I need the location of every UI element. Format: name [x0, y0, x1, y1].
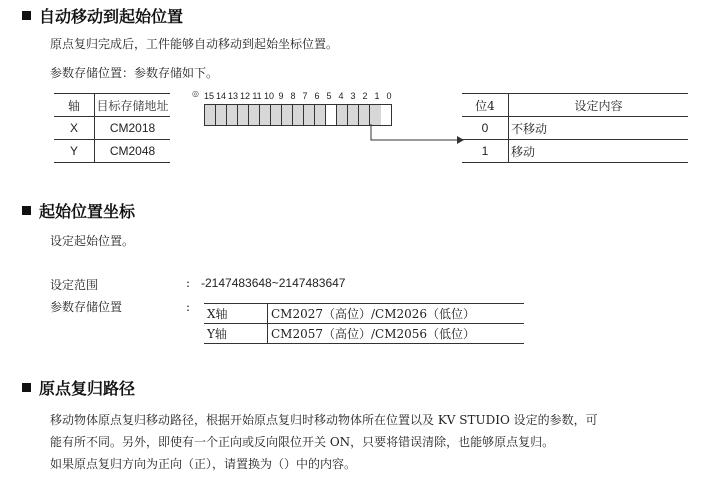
heading-bullet-icon	[22, 383, 31, 392]
table-row	[462, 117, 688, 140]
bit-cell	[315, 105, 326, 125]
table-cell: CM2018	[109, 121, 156, 135]
table-row	[204, 324, 524, 344]
table-cell: CM2048	[109, 144, 156, 158]
bit-number: 11	[252, 91, 262, 101]
address-table	[54, 93, 170, 163]
paragraph: 参数存储位置：参数存储如下。	[50, 66, 219, 80]
paragraph: 如果原点复归方向为正向（正），请置换为（）中的内容。	[50, 457, 357, 471]
bit-setting-table	[462, 93, 688, 163]
table-cell: Y轴	[204, 324, 268, 344]
table-header: 位4	[462, 94, 509, 117]
bit-marker-icon: ◎	[192, 89, 199, 98]
table-cell: Y	[54, 140, 95, 163]
colon: :	[186, 276, 191, 290]
bit-number: 12	[239, 91, 250, 101]
table-header: 目标存储地址	[96, 98, 169, 113]
bit-number: 8	[290, 91, 296, 101]
bit-number: 9	[278, 91, 284, 101]
bit-number: 4	[338, 91, 344, 101]
bit-cell	[337, 105, 348, 125]
bit-cell	[238, 105, 249, 125]
paragraph: 设定起始位置。	[50, 234, 135, 248]
table-cell: X	[54, 117, 95, 140]
range-value: -2147483648~2147483647	[201, 276, 346, 290]
bit-register	[204, 104, 392, 126]
table-cell: 不移动	[511, 121, 548, 136]
bit-cell	[348, 105, 359, 125]
range-label: 设定范围	[50, 278, 99, 292]
bit-number: 6	[314, 91, 320, 101]
bit-cell	[216, 105, 227, 125]
connector-arrow	[365, 124, 465, 148]
table-cell: 0	[462, 117, 509, 140]
bit-cell	[205, 105, 216, 125]
section-heading-start-position: 起始位置坐标	[22, 199, 135, 222]
bit-number-row	[203, 91, 395, 101]
bit-number: 2	[362, 91, 368, 101]
bit-cell	[282, 105, 293, 125]
bit-cell	[249, 105, 260, 125]
table-header: 设定内容	[574, 98, 623, 113]
bit-number: 5	[326, 91, 332, 101]
table-row	[462, 140, 688, 163]
table-cell: CM2057（高位）/CM2056（低位）	[271, 327, 476, 341]
bit-number: 1	[374, 91, 380, 101]
bit-cell	[260, 105, 271, 125]
bit-cell	[304, 105, 315, 125]
bit-cell	[359, 105, 370, 125]
paragraph: 原点复归完成后，工件能够自动移动到起始坐标位置。	[50, 37, 339, 51]
bit-number: 10	[263, 91, 274, 101]
bit-number: 15	[203, 91, 214, 101]
table-cell: 1	[462, 140, 509, 163]
bit-number: 14	[215, 91, 226, 101]
bit-cell	[227, 105, 238, 125]
heading-bullet-icon	[22, 206, 31, 215]
bit-cell	[370, 105, 381, 125]
bit-number: 7	[302, 91, 308, 101]
table-row	[54, 117, 170, 140]
table-row	[54, 140, 170, 163]
section-heading-auto-move: 自动移动到起始位置	[22, 4, 183, 27]
paragraph: 移动物体原点复归移动路径，根据开始原点复归时移动物体所在位置以及 KV STUDIO 设定的参数，可	[50, 413, 598, 427]
colon: :	[186, 300, 191, 314]
bit-cell	[293, 105, 304, 125]
heading-bullet-icon	[22, 11, 31, 20]
table-header: 轴	[54, 94, 95, 117]
bit-number: 13	[227, 91, 238, 101]
paragraph: 能有所不同。另外，即使有一个正向或反向限位开关 ON，只要将错误清除，也能够原点复归。	[50, 435, 555, 449]
bit-number: 3	[350, 91, 356, 101]
bit-number: 0	[386, 91, 392, 101]
param-label: 参数存储位置	[50, 300, 123, 314]
table-cell: 移动	[511, 144, 536, 159]
table-cell: X轴	[204, 304, 268, 324]
table-cell: CM2027（高位）/CM2026（低位）	[271, 307, 476, 321]
bit-cell	[271, 105, 282, 125]
section-heading-return-path: 原点复归路径	[22, 376, 135, 399]
bit-cell-highlighted	[326, 105, 337, 125]
table-row	[204, 304, 524, 324]
param-table	[204, 303, 524, 344]
